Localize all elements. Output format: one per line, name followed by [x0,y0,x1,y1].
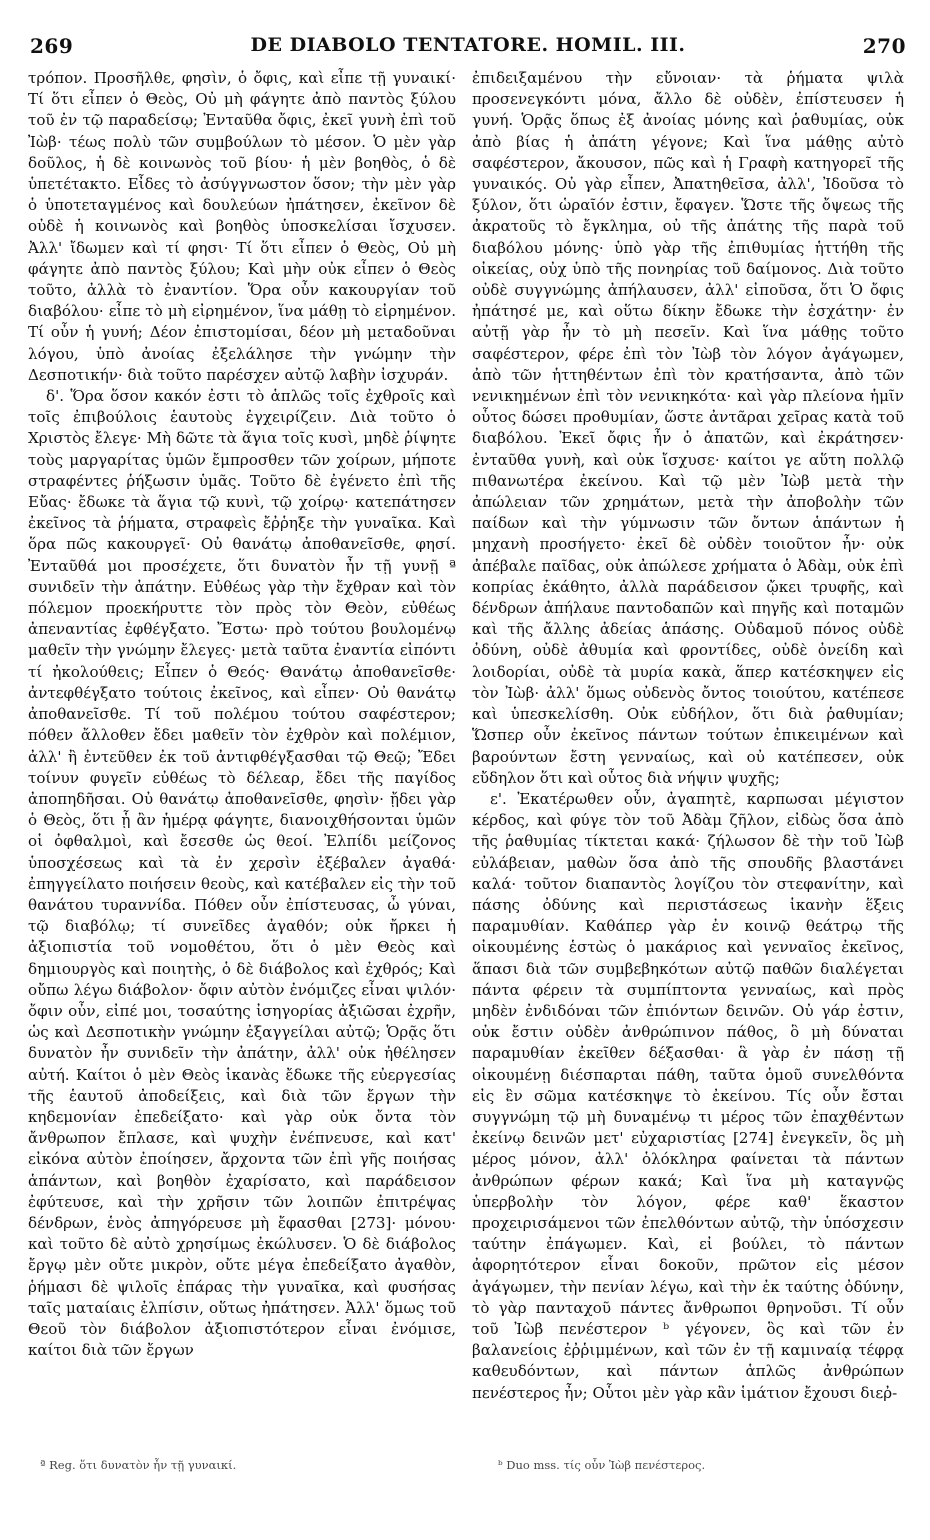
running-header [30,34,906,64]
left-paragraph-2: δ'. Ὅρα ὅσον κακόν ἐστι τὸ ἁπλῶς τοῖς ἐχθροῖς καὶ τοῖς ἐπιβούλοις ἑαυτοὺς ἐγχειρίζειν. Διὰ τοῦτο ὁ Χριστὸς ἔλεγε· Μὴ δῶτε τὰ ἅγια τοῖς κυσὶ, μηδὲ ῥίψητε τοὺς μαργαρίτας ὑμῶν ἔμπροσθεν τῶν χοίρων, μήποτε στραφέντες ῥήξωσιν ὑμᾶς. Τοῦτο δὲ ἐγένετο ἐπὶ τῆς Εὔας· ἔδωκε τὰ ἅγια τῷ κυνὶ, τῷ χοίρῳ· κατεπάτησεν ἐκεῖνος τὰ ῥήματα, στραφεὶς ἔῤῥηξε τὴν γυναῖκα. Καὶ ὅρα πῶς κακουργεῖ· Οὐ θανάτῳ ἀποθανεῖσθε, φησί. Ἐνταῦθά μοι προσέχετε, ὅτι δυνατὸν ἦν τῇ γυνῇ ª συνιδεῖν τὴν ἀπάτην. Εὐθέως γὰρ τὴν ἔχθραν καὶ τὸν πόλεμον προεκήρυττε τὸν πρὸς τὸν Θεὸν, εὐθέως ἀπεναντίας ἐφθέγξατο. Ἔστω· πρὸ τούτου βουλομένῳ μαθεῖν τὴν γνώμην ἔλεγες· μετὰ ταῦτα ἐναντία εἰπόντι τί ἠκολούθεις; Εἶπεν ὁ Θεός· Θανάτῳ ἀποθανεῖσθε· ἀντεφθέγξατο τούτοις ἐκεῖνος, καὶ εἶπεν· Οὐ θανάτῳ ἀποθανεῖσθε. Τί τοῦ πολέμου τούτου σαφέστερον; πόθεν ἄλλοθεν ἔδει μαθεῖν τὸν ἐχθρὸν καὶ πολέμιον, ἀλλ' ἢ ἐντεῦθεν ἐκ τοῦ ἀντιφθέγξασθαι τῷ Θεῷ; Ἔδει τοίνυν φυγεῖν εὐθέως τὸ δέλεαρ, ἔδει τῆς παγίδος ἀποπηδῆσαι. Οὐ θανάτῳ ἀποθανεῖσθε, φησὶν· ᾔδει γὰρ ὁ Θεὸς, ὅτι ᾗ ἂν ἡμέρᾳ φάγητε, διανοιχθήσονται ὑμῶν οἱ ὀφθαλμοὶ, καὶ ἔσεσθε ὡς θεοί. Ἐλπίδι μείζονος ὑποσχέσεως καὶ τὰ ἐν χερσὶν ἐξέβαλεν ἀγαθά· ἐπηγγείλατο ποιήσειν θεοὺς, καὶ κατέβαλεν εἰς τὴν τοῦ θανάτου τυραννίδα. Πόθεν οὖν ἐπίστευσας, ὦ γύναι, τῷ διαβόλῳ; τί συνεῖδες ἀγαθόν; οὐκ ἤρκει ἡ ἀξιοπιστία τοῦ νομοθέτου, ὅτι ὁ μὲν Θεὸς καὶ δημιουργὸς καὶ ποιητὴς, ὁ δὲ διάβολος καὶ ἐχθρός; Καὶ οὔπω λέγω διάβολον· ὄφιν αὐτὸν ἐνόμιζες εἶναι ψιλόν· ὄφιν οὖν, εἰπέ μοι, τοσαύτης ἰσηγορίας ἀξιῶσαι ἐχρῆν, ὡς καὶ Δεσποτικὴν γνώμην ἐξαγγείλαι αὐτῷ; Ὁρᾷς ὅτι δυνατὸν ἦν συνιδεῖν τὴν ἀπάτην, ἀλλ' οὐκ ἠθέλησεν αὐτή. Καίτοι ὁ μὲν Θεὸς ἱκανὰς ἔδωκε τῆς εὐεργεσίας τῆς ἑαυτοῦ ἀποδείξεις, καὶ διὰ τῶν ἔργων τὴν κηδεμονίαν ἐπεδείξατο· καὶ γὰρ οὐκ ὄντα τὸν ἄνθρωπον ἔπλασε, καὶ ψυχὴν ἐνέπνευσε, καὶ κατ' εἰκόνα αὐτὸν ἐποίησεν, ἄρχοντα τῶν ἐπὶ γῆς ποιήσας ἁπάντων, καὶ βοηθὸν ἐχαρίσατο, καὶ παράδεισον ἐφύτευσε, καὶ τὴν χρῆσιν τῶν λοιπῶν ἐπιτρέψας δένδρων, ἑνὸς ἀπηγόρευσε μὴ ἔφασθαι [273]· μόνου· καὶ τοῦτο δὲ αὐτὸ χρησίμως ἐκώλυσεν. Ὁ δὲ διάβολος ἔργῳ μὲν οὔτε μικρὸν, οὔτε μέγα ἐπεδείξατο ἀγαθὸν, ῥήμασι δὲ ψιλοῖς ἐπάρας τὴν γυναῖκα, καὶ φυσήσας ταῖς ματαίαις ἐλπίσιν, οὕτως ἠπάτησεν. Ἀλλ' ὅμως τοῦ Θεοῦ τὸν διάβολον ἀξιοπιστότερον εἶναι ἐνόμισε, καίτοι διὰ τῶν ἔργων [28,387,456,1360]
right-column [472,68,904,1404]
right-paragraph-1: ἐπιδειξαμένου τὴν εὔνοιαν· τὰ ῥήματα ψιλὰ προσενεγκόντι μόνα, ἄλλο δὲ οὐδὲν, ἐπίστευσεν ἡ γυνή. Ὁρᾷς ὅπως ἐξ ἀνοίας μόνης καὶ ῥαθυμίας, οὐκ ἀπὸ βίας ἡ ἀπάτη γέγονε; Καὶ ἵνα μάθῃς αὐτὸ σαφέστερον, ἄκουσον, πῶς καὶ ἡ Γραφὴ κατηγορεῖ τῆς γυναικός. Οὐ γὰρ εἶπεν, Ἀπατηθεῖσα, ἀλλ', Ἰδοῦσα τὸ ξύλον, ὅτι ὡραῖόν ἐστιν, ἔφαγεν. Ὥστε τῆς ὄψεως τῆς ἀκρατοῦς τὸ ἔγκλημα, οὐ τῆς ἀπάτης τῆς παρὰ τοῦ διαβόλου μόνης· ὑπὸ γὰρ τῆς ἐπιθυμίας ἡττήθη τῆς οἰκείας, οὐχ ὑπὸ τῆς πονηρίας τοῦ δαίμονος. Διὰ τοῦτο οὐδὲ συγγνώμης ἀπήλαυσεν, ἀλλ' εἰποῦσα, ὅτι Ὁ ὄφις ἠπάτησέ με, καὶ οὕτω δίκην ἔδωκε τὴν ἐσχάτην· ἐν αὐτῇ γὰρ ἦν τὸ μὴ πεσεῖν. Καὶ ἵνα μάθῃς τοῦτο σαφέστερον, φέρε ἐπὶ τὸν Ἰὼβ τὸν λόγον ἀγάγωμεν, ἀπὸ τῶν ἡττηθέντων ἐπὶ τὸν κρατήσαντα, ἀπὸ τῶν νενικημένων ἐπὶ τὸν νενικηκότα· καὶ γὰρ πλείονα ἡμῖν οὗτος δώσει προθυμίαν, ὥστε ἀντᾶραι χεῖρας κατὰ τοῦ διαβόλου. Ἐκεῖ ὄφις ἦν ὁ ἀπατῶν, καὶ ἐκράτησεν· ἐνταῦθα γυνὴ, καὶ οὐκ ἴσχυσε· καίτοι γε αὕτη πολλῷ πιθανωτέρα ἐκείνου. Καὶ τῷ μὲν Ἰὼβ μετὰ τὴν ἀπώλειαν τῶν χρημάτων, μετὰ τὴν ἀποβολὴν τῶν παίδων καὶ τὴν γύμνωσιν τῶν ὄντων ἁπάντων ἡ μηχανὴ προσήγετο· ἐκεῖ δὲ οὐδὲν τοιοῦτον ἦν· οὐκ ἀπέβαλε παῖδας, οὐκ ἀπώλεσε χρήματα ὁ Ἀδὰμ, οὐκ ἐπὶ κοπρίας ἐκάθητο, ἀλλὰ παράδεισον ᾤκει τρυφῆς, καὶ δένδρων ἀπήλαυε παντοδαπῶν καὶ πηγῆς καὶ ποταμῶν καὶ τῆς ἄλλης ἀδείας ἁπάσης. Οὐδαμοῦ πόνος οὐδὲ ὀδύνη, οὐδὲ ἀθυμία καὶ φροντίδες, οὐδὲ ὀνείδη καὶ λοιδορίαι, οὐδὲ τὰ μυρία κακὰ, ἅπερ κατέσκηψεν εἰς τὸν Ἰὼβ· ἀλλ' ὅμως οὐδενὸς ὄντος τοιούτου, κατέπεσε καὶ ὑπεσκελίσθη. Οὐκ εὐδήλον, ὅτι διὰ ῥαθυμίαν; Ὥσπερ οὖν ἐκεῖνος πάντων τούτων ἐπικειμένων καὶ βαρούντων ἔστη γενναίως, καὶ οὐ κατέπεσεν, οὐκ εὔδηλον ὅτι καὶ οὗτος διὰ νήψιν ψυχῆς; [472,69,904,787]
right-paragraph-2: ε'. Ἐκατέρωθεν οὖν, ἀγαπητὲ, καρπωσαι μέγιστον κέρδος, καὶ φύγε τὸν τοῦ Ἀδὰμ ζῆλον, εἰδὼς ὅσα ἀπὸ τῆς ῥαθυμίας τίκτεται κακά· ζήλωσον δὲ τὴν τοῦ Ἰὼβ εὐλάβειαν, μαθὼν ὅσα ἀπὸ τῆς σπουδῆς βλαστάνει καλά· τοῦτον διαπαντὸς λογίζου τὸν στεφανίτην, καὶ πάσης ὀδύνης καὶ περιστάσεως ἱκανὴν ἕξεις παραμυθίαν. Καθάπερ γὰρ ἐν κοινῷ θεάτρῳ τῆς οἰκουμένης ἑστὼς ὁ μακάριος καὶ γενναῖος ἐκεῖνος, ἅπασι διὰ τῶν συμβεβηκότων αὐτῷ παθῶν διαλέγεται πάντα φέρειν τὰ συμπίπτοντα γενναίως, καὶ πρὸς μηδὲν ἐνδιδόναι τῶν ἐπιόντων δεινῶν. Οὐ γάρ ἐστιν, οὐκ ἔστιν οὐδὲν ἀνθρώπινον πάθος, ὃ μὴ δύναται παραμυθίαν ἐκεῖθεν δέξασθαι· ἃ γὰρ ἐν πάσῃ τῇ οἰκουμένῃ διέσπαρται πάθη, ταῦτα ὁμοῦ συνελθόντα εἰς ἓν σῶμα κατέσκηψε τὸ ἐκείνου. Τίς οὖν ἔσται συγγνώμη τῷ μὴ δυναμένῳ τι μέρος τῶν ἐπαχθέντων ἐκείνῳ δεινῶν μετ' εὐχαριστίας [274] ἐνεγκεῖν, ὃς μὴ μέρος μόνον, ἀλλ' ὁλόκληρα φαίνεται τὰ πάντων ἀνθρώπων φέρων κακά; Καὶ ἵνα μὴ καταγνῷς ὑπερβολὴν τὸν λόγον, φέρε καθ' ἕκαστον προχειρισάμενοι τῶν ἐπελθόντων αὐτῷ, τὴν ὑπόσχεσιν ταύτην ἐπάγωμεν. Καὶ, εἰ βούλει, τὸ πάντων ἀφορητότερον εἶναι δοκοῦν, πρῶτον εἰς μέσον ἀγάγωμεν, τὴν πενίαν λέγω, καὶ τὴν ἐκ ταύτης ὀδύνην, τὸ γὰρ πανταχοῦ πάντες ἄνθρωποι θρηνοῦσι. Τί οὖν τοῦ Ἰὼβ πενέστερον ᵇ γέγονεν, ὃς καὶ τῶν ἐν βαλανείοις ἐῤῥιμμένων, καὶ τῶν ἐν τῇ καμιναίᾳ τέφρᾳ καθευδόντων, καὶ πάντων ἁπλῶς ἀνθρώπων πενέστερος ἦν; Οὗτοι μὲν γὰρ κἂν ἱμάτιον ἔχουσι διεῤ- [472,789,904,1402]
left-column [28,68,456,1361]
running-title: DE DIABOLO TENTATORE. HOMIL. III. [250,34,686,56]
page-number-right: 270 [862,34,906,58]
left-paragraph-1: τρόπον. Προσῆλθε, φησὶν, ὁ ὄφις, καὶ εἶπε τῇ γυναικί· Τί ὅτι εἶπεν ὁ Θεὸς, Οὐ μὴ φάγητε ἀπὸ παντὸς ξύλου τοῦ ἐν τῷ παραδείσῳ; Ἐνταῦθα ὄφις, ἐκεῖ γυνὴ ἐπὶ τοῦ Ἰὼβ· τέως πολὺ τῶν συμβούλων τὸ μέσον. Ὁ μὲν γὰρ δοῦλος, ἡ δὲ κοινωνὸς τοῦ βίου· ἡ μὲν βοηθὸς, ὁ δὲ ὑπετέτακτο. Εἶδες τὸ ἀσύγγνωστον ὅσον; τὴν μὲν γὰρ ὁ ὑποτεταγμένος καὶ δουλεύων ἠπάτησεν, ἐκεῖνον δὲ οὐδὲ ἡ κοινωνὸς καὶ βοηθὸς ὑποσκελίσαι ἴσχυσεν. Ἀλλ' ἴδωμεν καὶ τί φησι· Τί ὅτι εἶπεν ὁ Θεὸς, Οὐ μὴ φάγητε ἀπὸ παντὸς ξύλου; Καὶ μὴν οὐκ εἶπεν ὁ Θεὸς τοῦτο, ἀλλὰ τὸ ἐναντίον. Ὅρα οὖν κακουργίαν τοῦ διαβόλου· εἶπε τὸ μὴ εἰρημένον, ἵνα μάθῃ τὸ εἰρημένον. Τί οὖν ἡ γυνή; Δέον ἐπιστομίσαι, δέον μὴ μεταδοῦναι λόγου, ὑπὸ ἀνοίας ἐξελάλησε τὴν γνώμην τὴν Δεσποτικήν· διὰ τοῦτο παρέσχεν αὐτῷ λαβὴν ἰσχυράν. [28,69,456,384]
page-number-left: 269 [30,34,74,58]
footnote-right: ᵇ Duo mss. τίς οὖν Ἰὼβ πενέστερος. [498,1458,706,1472]
footnote-left: ª Reg. ὅτι δυνατὸν ἦν τῇ γυναικί. [40,1458,237,1472]
